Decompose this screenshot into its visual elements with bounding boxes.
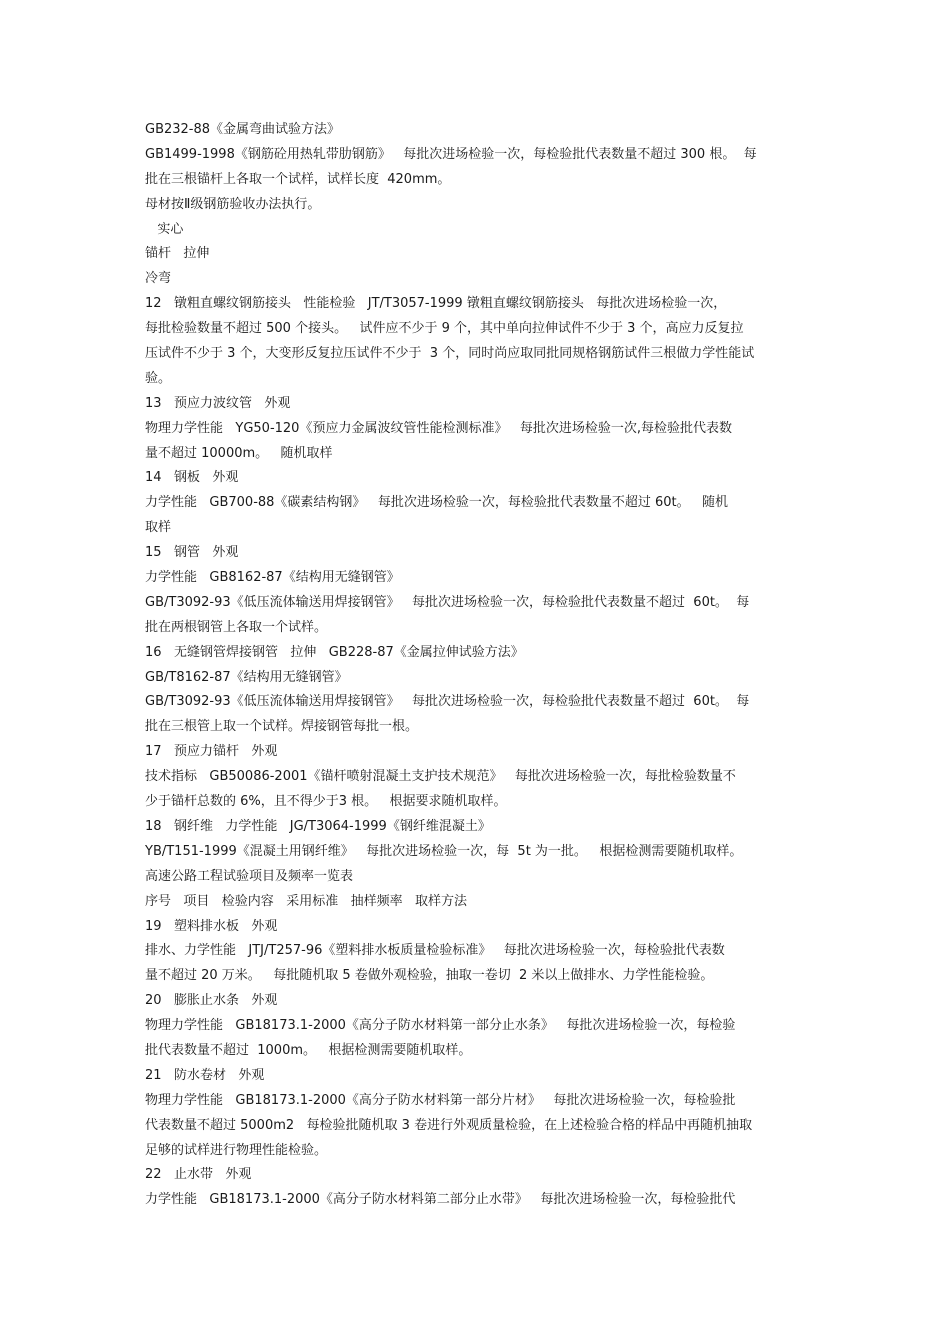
text-line: 取样: [145, 520, 172, 536]
text-line: 量不超过 20 万米。 每批随机取 5 卷做外观检验，抽取一卷切 2 米以上做排水、力学性能检验。: [145, 968, 714, 984]
text-line: 代表数量不超过 5000m2 每检验批随机取 3 卷进行外观质量检验，在上述检验合格的样品中再随机抽取: [145, 1117, 753, 1133]
text-line: 母材按Ⅱ级钢筋验收办法执行。: [145, 196, 321, 212]
text-line: GB/T3092-93《低压流体输送用焊接钢管》 每批次进场检验一次，每检验批代表数量不超过 60t。 每: [145, 594, 750, 610]
text-line: 21 防水卷材 外观: [145, 1067, 265, 1083]
text-line: 高速公路工程试验项目及频率一览表: [145, 868, 354, 884]
text-line: 批在三根锚杆上各取一个试样，试样长度 420mm。: [145, 171, 451, 187]
text-line: 物理力学性能 GB18173.1-2000《高分子防水材料第一部分止水条》 每批次进场检验一次，每检验: [145, 1018, 736, 1034]
text-line: 14 钢板 外观: [145, 470, 239, 486]
text-line: 力学性能 GB8162-87《结构用无缝钢管》: [145, 570, 400, 586]
text-line: 16 无缝钢管焊接钢管 拉伸 GB228-87《金属拉伸试验方法》: [145, 644, 524, 660]
text-line: 实心: [145, 221, 184, 237]
text-line: 验。: [145, 370, 172, 386]
text-line: 锚杆 拉伸: [145, 246, 210, 262]
text-line: 15 钢管 外观: [145, 545, 239, 561]
text-line: 批在三根管上取一个试样。焊接钢管每批一根。: [145, 719, 419, 735]
text-line: GB/T3092-93《低压流体输送用焊接钢管》 每批次进场检验一次，每检验批代表数量不超过 60t。 每: [145, 694, 750, 710]
text-line: 13 预应力波纹管 外观: [145, 395, 291, 411]
text-line: 力学性能 GB18173.1-2000《高分子防水材料第二部分止水带》 每批次进场检验一次，每检验批代: [145, 1192, 736, 1208]
text-line: 量不超过 10000m。 随机取样: [145, 445, 333, 461]
text-line: 物理力学性能 YG50-120《预应力金属波纹管性能检测标准》 每批次进场检验一次,每检验批代表数: [145, 420, 732, 436]
text-line: 12 镦粗直螺纹钢筋接头 性能检验 JT/T3057-1999 镦粗直螺纹钢筋接头 每批次进场检验一次，: [145, 296, 727, 312]
text-line: 力学性能 GB700-88《碳素结构钢》 每批次进场检验一次，每检验批代表数量不超过 60t。 随机: [145, 495, 729, 511]
document-body: [145, 118, 810, 1213]
text-line: 压试件不少于 3 个，大变形反复拉压试件不少于 3 个，同时尚应取同批同规格钢筋试件三根做力学性能试: [145, 346, 755, 362]
text-line: 批在两根钢管上各取一个试样。: [145, 619, 328, 635]
text-line: 20 膨胀止水条 外观: [145, 993, 278, 1009]
text-line: GB232-88《金属弯曲试验方法》: [145, 122, 341, 137]
text-line: 序号 项目 检验内容 采用标准 抽样频率 取样方法: [145, 893, 467, 909]
text-line: 技术指标 GB50086-2001《锚杆喷射混凝土支护技术规范》 每批次进场检验一次，每批检验数量不: [145, 769, 736, 785]
text-line: 17 预应力锚杆 外观: [145, 744, 278, 760]
text-line: 每批检验数量不超过 500 个接头。 试件应不少于 9 个，其中单向拉伸试件不少于 3 个，高应力反复拉: [145, 321, 744, 337]
text-line: 足够的试样进行物理性能检验。: [145, 1142, 328, 1158]
text-line: 22 止水带 外观: [145, 1167, 252, 1183]
text-line: YB/T151-1999《混凝土用钢纤维》 每批次进场检验一次，每 5t 为一批。 根据检测需要随机取样。: [145, 843, 743, 859]
text-line: 19 塑料排水板 外观: [145, 918, 278, 934]
text-line: 排水、力学性能 JTJ/T257-96《塑料排水板质量检验标准》 每批次进场检验一次，每检验批代表数: [145, 943, 725, 959]
text-line: GB1499-1998《钢筋砼用热轧带肋钢筋》 每批次进场检验一次，每检验批代表数量不超过 300 根。 每: [145, 146, 757, 162]
text-line: 少于锚杆总数的 6%，且不得少于3 根。 根据要求随机取样。: [145, 794, 507, 810]
text-line: 批代表数量不超过 1000m。 根据检测需要随机取样。: [145, 1042, 472, 1058]
text-line: GB/T8162-87《结构用无缝钢管》: [145, 669, 348, 685]
text-line: 18 钢纤维 力学性能 JG/T3064-1999《钢纤维混凝土》: [145, 818, 491, 834]
text-line: 冷弯: [145, 271, 172, 287]
text-line: 物理力学性能 GB18173.1-2000《高分子防水材料第一部分片材》 每批次进场检验一次，每检验批: [145, 1092, 736, 1108]
